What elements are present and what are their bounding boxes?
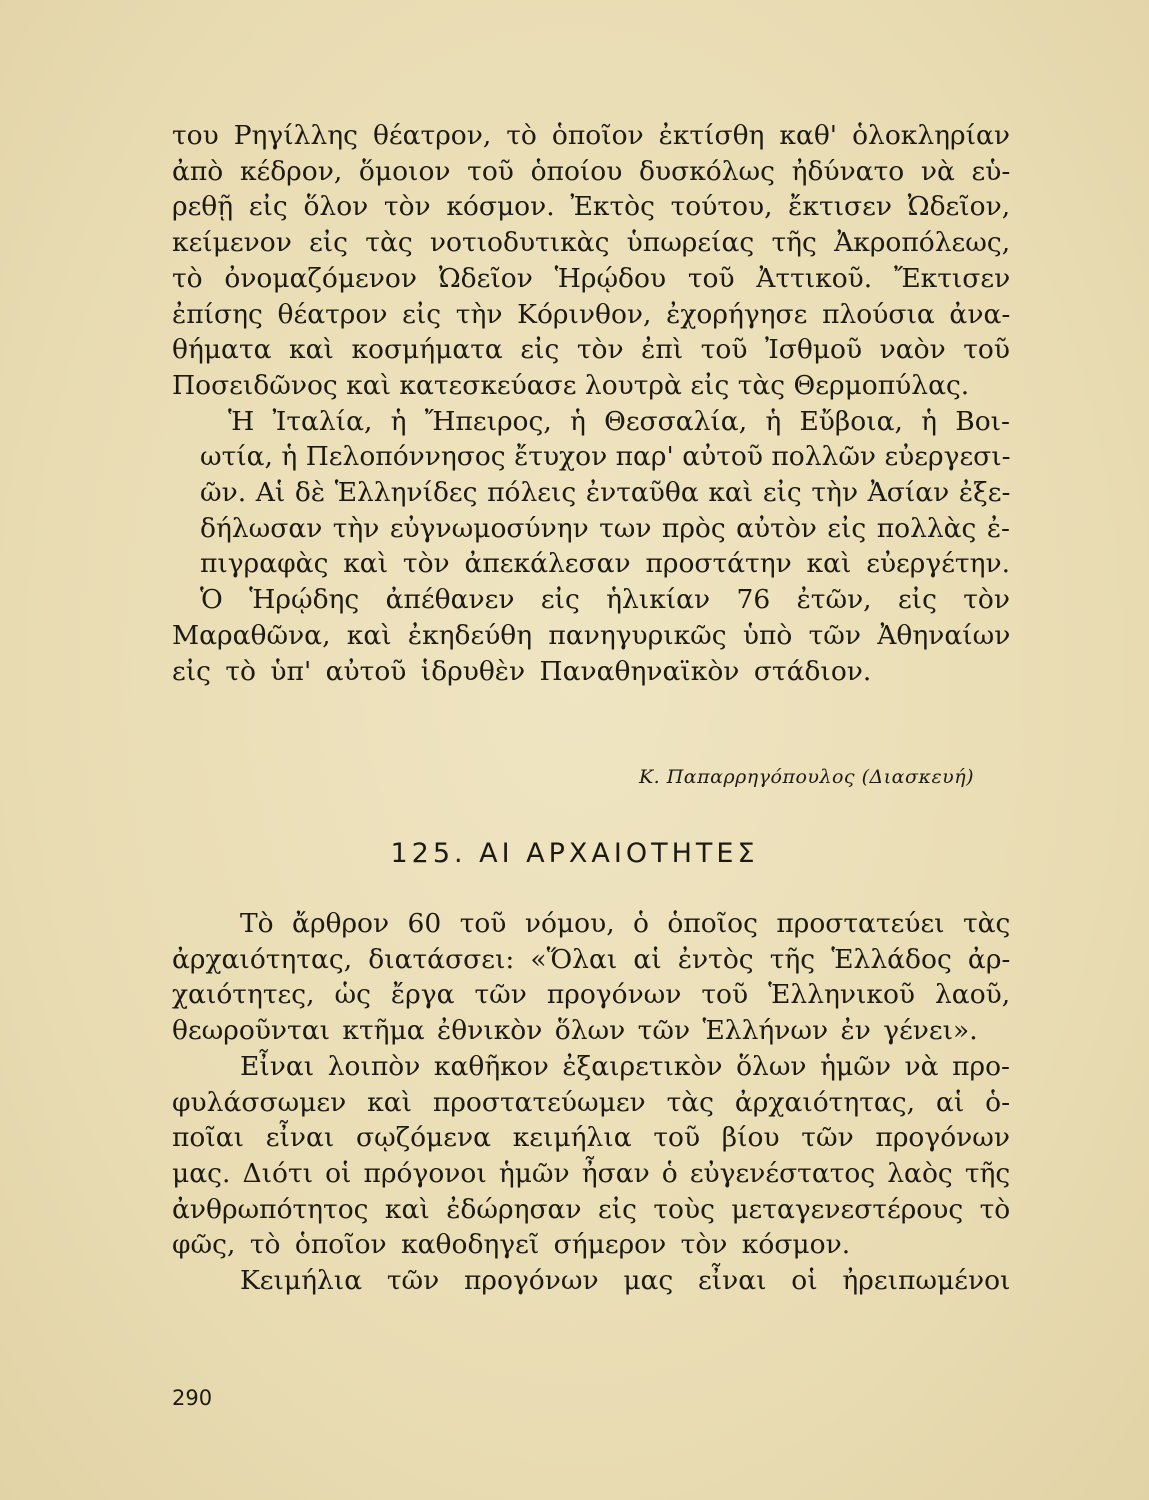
text-line: του Ρηγίλλης θέατρον, τὸ ὁποῖον ἐκτίσθη καθ' ὁλοκληρίαν — [172, 120, 1010, 151]
text-line: Τὸ ἄρθρον 60 τοῦ νόμου, ὁ ὁποῖος προστατεύει τὰς — [240, 908, 1011, 939]
text-line: κείμενον εἰς τὰς νοτιοδυτικὰς ὑπωρείας τῆς Ἀκροπόλεως, — [172, 227, 1011, 259]
text-line: θεωροῦνται κτῆμα ἐθνικὸν ὅλων τῶν Ἑλλήνων ἐν γένει». — [172, 1015, 978, 1047]
paragraph — [172, 1049, 1010, 1263]
paragraph — [172, 582, 1010, 689]
text-line: ἀρχαιότητας, διατάσσει: «Ὅλαι αἱ ἐντὸς τῆς Ἑλλάδος ἀρ- — [172, 943, 1011, 975]
text-line: ποῖαι εἶναι σῳζόμενα κειμήλια τοῦ βίου τῶν προγόνων — [172, 1122, 1010, 1154]
text-line: φῶς, τὸ ὁποῖον καθοδηγεῖ σήμερον τὸν κόσμον. — [172, 1229, 851, 1261]
text-line: Εἶναι λοιπὸν καθῆκον ἐξαιρετικὸν ὅλων ἡμῶν νὰ προ- — [240, 1050, 1010, 1082]
text-line: θήματα καὶ κοσμήματα εἰς τὸν ἐπὶ τοῦ Ἰσθμοῦ ναὸν τοῦ — [172, 334, 1010, 366]
text-line: Ἡ Ἰταλία, ἡ Ἤπειρος, ἡ Θεσσαλία, ἡ Εὔβοια, ἡ Βοι- — [228, 405, 1010, 437]
text-line: ἀνθρωπότητος καὶ ἐδώρησαν εἰς τοὺς μεταγενεστέρους τὸ — [172, 1193, 1011, 1225]
paragraph — [172, 404, 1010, 583]
text-line: ωτία, ἡ Πελοπόννησος ἔτυχον παρ' αὐτοῦ πολλῶν εὐεργεσι- — [200, 441, 1011, 473]
text-line: χαιότητες, ὡς ἔργα τῶν προγόνων τοῦ Ἑλληνικοῦ λαοῦ, — [172, 979, 1011, 1011]
paragraph — [172, 1263, 1010, 1299]
text-line: πιγραφὰς καὶ τὸν ἀπεκάλεσαν προστάτην καὶ εὐεργέτην. — [200, 548, 1010, 580]
text-line: Ὁ Ἡρῴδης ἀπέθανεν εἰς ἡλικίαν 76 ἐτῶν, εἰς τὸν — [200, 584, 1010, 616]
text-line: δήλωσαν τὴν εὐγνωμοσύνην των πρὸς αὐτὸν εἰς πολλὰς ἐ- — [200, 512, 1010, 544]
section-heading: 125. ΑΙ ΑΡΧΑΙΟΤΗΤΕΣ — [390, 838, 759, 869]
attribution: Κ. Παπαρρηγόπουλος (Διασκευή) — [638, 766, 974, 788]
text-line: ἐπίσης θέατρον εἰς τὴν Κόρινθον, ἐχορήγησε πλούσια ἀνα- — [172, 298, 1011, 330]
text-line: εἰς τὸ ὑπ' αὐτοῦ ἱδρυθὲν Παναθηναϊκὸν στάδιον. — [172, 655, 872, 687]
text-line: μας. Διότι οἱ πρόγονοι ἡμῶν ἦσαν ὁ εὐγενέστατος λαὸς τῆς — [172, 1157, 1011, 1189]
page-number: 290 — [172, 1386, 213, 1410]
paragraph — [172, 906, 1010, 1049]
text-line: ῶν. Αἱ δὲ Ἑλληνίδες πόλεις ἐνταῦθα καὶ εἰς τὴν Ἀσίαν ἐξε- — [200, 477, 1011, 509]
paragraph — [172, 118, 1010, 404]
section-1-text — [172, 118, 1010, 689]
text-line: τὸ ὀνομαζόμενον Ὠδεῖον Ἡρῴδου τοῦ Ἀττικοῦ. Ἔκτισεν — [172, 262, 1011, 294]
text-line: Μαραθῶνα, καὶ ἐκηδεύθη πανηγυρικῶς ὑπὸ τῶν Ἀθηναίων — [172, 619, 1011, 651]
text-line: Κειμήλια τῶν προγόνων μας εἶναι οἱ ἠρειπωμένοι — [240, 1265, 1011, 1297]
text-line: ρεθῇ εἰς ὅλον τὸν κόσμον. Ἐκτὸς τούτου, ἔκτισεν Ὠδεῖον, — [172, 191, 1011, 223]
text-line: ἀπὸ κέδρον, ὅμοιον τοῦ ὁποίου δυσκόλως ἠδύνατο νὰ εὑ- — [172, 155, 1011, 187]
text-line: φυλάσσωμεν καὶ προστατεύωμεν τὰς ἀρχαιότητας, αἱ ὁ- — [172, 1086, 1011, 1118]
section-2-text — [172, 906, 1010, 1299]
text-line: Ποσειδῶνος καὶ κατεσκεύασε λουτρὰ εἰς τὰς Θερμοπύλας. — [172, 369, 970, 401]
